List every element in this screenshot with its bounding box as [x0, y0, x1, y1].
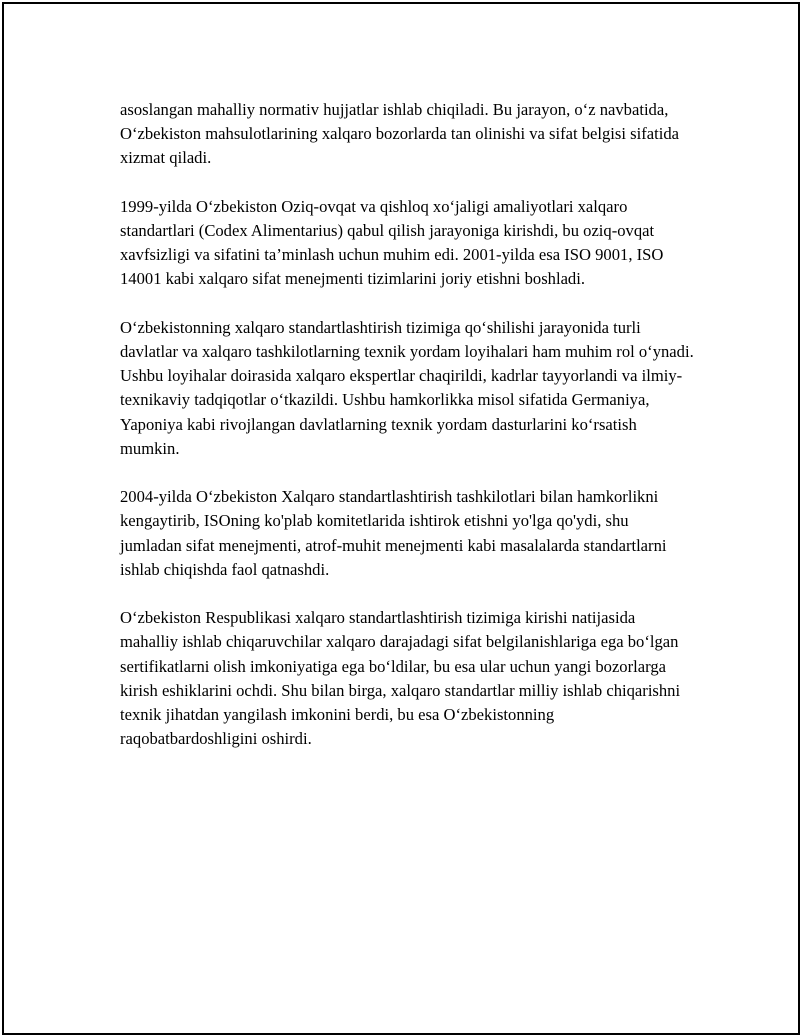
- paragraph-results: O‘zbekiston Respublikasi xalqaro standartlashtirish tizimiga kirishi natijasida mahalliy ishlab chiqaruvchilar xalqaro darajadagi sifat belgilanishlariga ega bo‘lgan sertifikatlarni olish imkoniyatiga ega bo‘ldilar, bu esa ular uchun yangi bozorlarga kirish eshiklarini ochdi. Shu bilan birga, xalqaro standartlar milliy ishlab chiqarishni texnik jihatdan yangilash imkonini berdi, bu esa O‘zbekistonning raqobatbardoshligini oshirdi.: [120, 608, 681, 749]
- paragraph-2004-iso: 2004-yilda O‘zbekiston Xalqaro standartlashtirish tashkilotlari bilan hamkorlikni kengaytirib, ISOning ko'plab komitetlarida ishtirok etishni yo'lga qo'ydi, shu jumladan sifat menejmenti, atrof-muhit menejmenti kabi masalalarda standartlarni ishlab chiqishda faol qatnashdi.: [120, 487, 667, 579]
- document-body: [120, 98, 694, 751]
- paragraph-1999-codex: 1999-yilda O‘zbekiston Oziq-ovqat va qishloq xo‘jaligi amaliyotlari xalqaro standartlari (Codex Alimentarius) qabul qilish jarayoniga kirishdi, bu oziq-ovqat xavfsizligi va sifatini ta’minlash uchun muhim edi. 2001-yilda esa ISO 9001, ISO 14001 kabi xalqaro sifat menejmenti tizimlarini joriy etishni boshladi.: [120, 196, 664, 289]
- document-page: [2, 2, 800, 1035]
- paragraph-technical-assistance: O‘zbekistonning xalqaro standartlashtirish tizimiga qo‘shilishi jarayonida turli davlatlar va xalqaro tashkilotlarning texnik yordam loyihalari ham muhim rol o‘ynadi. Ushbu loyihalar doirasida xalqaro ekspertlar chaqirildi, kadrlar tayyorlandi va ilmiy-texnikaviy tadqiqotlar o‘tkazildi. Ushbu hamkorlikka misol sifatida Germaniya, Yaponiya kabi rivojlangan davlatlarning texnik yordam dasturlarini ko‘rsatish mumkin.: [120, 317, 694, 458]
- paragraph-intro-continuation: asoslangan mahalliy normativ hujjatlar ishlab chiqiladi. Bu jarayon, o‘z navbatida, O‘zbekiston mahsulotlarining xalqaro bozorlarda tan olinishi va sifat belgisi sifatida xizmat qiladi.: [120, 100, 679, 168]
